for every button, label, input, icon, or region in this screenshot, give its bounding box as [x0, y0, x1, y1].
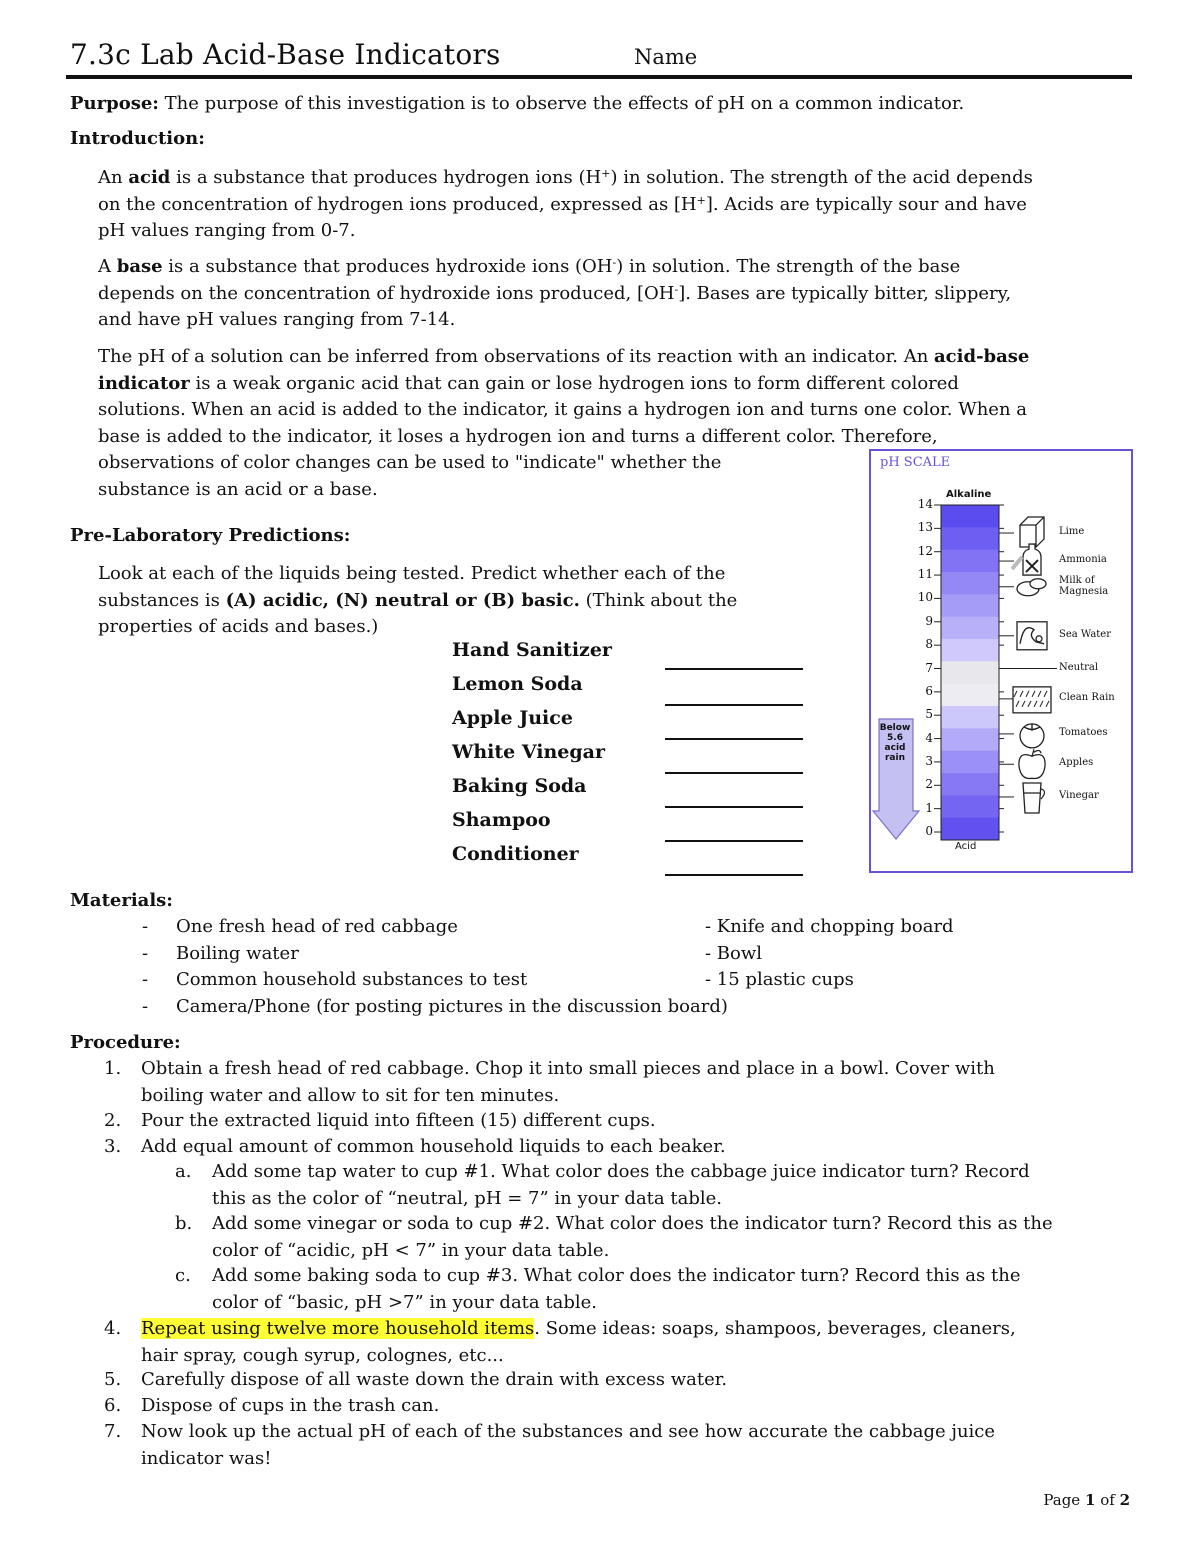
prelab-heading: Pre-Laboratory Predictions: — [70, 525, 351, 546]
ph-substance-label: Neutral — [1059, 661, 1099, 673]
sea-water-icon-part — [1036, 636, 1042, 642]
procedure-step-2: 2. Pour the extracted liquid into fifteen (15) different cups. — [104, 1110, 656, 1131]
ph-tick-label: 7 — [925, 660, 933, 675]
ph-band — [941, 728, 999, 751]
ph-band — [941, 661, 999, 684]
acid-rain-arrow-text: Below 5.6 acid rain — [879, 723, 911, 763]
prediction-label: Shampoo — [452, 809, 551, 831]
milk-of-magnesia-icon-part — [1030, 579, 1046, 589]
ph-scale-figure — [869, 449, 1133, 873]
procedure-step-7: 7. Now look up the actual pH of each of the substances and see how accurate the cabbage juice indicator was! — [104, 1421, 996, 1469]
procedure-step-3: 3. Add equal amount of common household liquids to each beaker. — [104, 1136, 726, 1157]
ph-band — [941, 751, 999, 774]
ph-band — [941, 550, 999, 573]
tomato-icon — [1020, 724, 1044, 748]
ph-band — [941, 617, 999, 640]
purpose-label: Purpose: — [70, 93, 159, 114]
prediction-blank[interactable] — [665, 806, 803, 808]
prediction-blank[interactable] — [665, 874, 803, 876]
ph-substance-label: Tomatoes — [1059, 726, 1108, 738]
material-item: - Bowl — [705, 942, 763, 964]
ph-band — [941, 505, 999, 528]
ph-substance-label: Vinegar — [1059, 789, 1099, 801]
material-item: - One fresh head of red cabbage — [142, 916, 458, 937]
procedure-substep-c: c. Add some baking soda to cup #3. What color does the indicator turn? Record this as the color of “basic, pH >7” in your data table. — [175, 1265, 1021, 1313]
procedure-step-5: 5. Carefully dispose of all waste down the drain with excess water. — [104, 1369, 728, 1390]
ph-tick-label: 8 — [925, 637, 933, 652]
prelab-paragraph: Look at each of the liquids being tested. Predict whether each of the substances is (A) acidic, (N) neutral or (B) basic. (Think about the properties of acids and bases.) — [98, 563, 738, 637]
prediction-label: Conditioner — [452, 843, 579, 865]
base-paragraph: A base is a substance that produces hydroxide ions (OH-) in solution. The strength of the base depends on the concentration of hydroxide ions produced, [OH-]. Bases are typically bitter, slippery, and have pH values ranging from 7-14. — [98, 256, 1012, 330]
ph-band — [941, 818, 999, 841]
procedure-step-6: 6. Dispose of cups in the trash can. — [104, 1395, 440, 1416]
ph-band — [941, 773, 999, 796]
apple-icon-part — [1019, 755, 1045, 779]
ph-scale-title: pH SCALE — [880, 455, 951, 470]
ph-tick-label: 6 — [925, 683, 933, 698]
ph-tick-label: 11 — [917, 567, 933, 582]
ph-substance-label — [1059, 575, 1108, 597]
prediction-blank[interactable] — [665, 840, 803, 842]
ph-tick-label: 4 — [925, 730, 933, 745]
ph-substance-label-line: Milk of — [1059, 574, 1095, 586]
ph-band — [941, 684, 999, 707]
materials-heading: Materials: — [70, 890, 173, 911]
ph-band — [941, 795, 999, 818]
acid-paragraph: An acid is a substance that produces hydrogen ions (H+) in solution. The strength of the acid depends on the concentration of hydrogen ions produced, expressed as [H+]. Acids are typically sour and have pH values ranging from 0-7. — [98, 167, 1033, 241]
ph-acid-label: Acid — [955, 841, 977, 852]
vinegar-cup-icon-part — [1023, 783, 1041, 813]
procedure-substep-b: b. Add some vinegar or soda to cup #2. What color does the indicator turn? Record this as the color of “acidic, pH < 7” in your data table. — [175, 1213, 1053, 1261]
ph-tick-label: 10 — [917, 590, 933, 605]
ph-substance-label: Lime — [1059, 526, 1085, 538]
materials-right-list — [705, 914, 954, 994]
clean-rain-icon — [1013, 687, 1051, 713]
ph-tick-label: 3 — [925, 753, 933, 768]
prediction-label: Apple Juice — [452, 707, 573, 729]
ph-tick-label: 12 — [917, 543, 933, 558]
prediction-label: White Vinegar — [452, 741, 605, 763]
ph-tick-label: 14 — [917, 497, 933, 511]
ph-substance-label: Clean Rain — [1059, 691, 1115, 703]
procedure-step-1: 1. Obtain a fresh head of red cabbage. Chop it into small pieces and place in a bowl. Cover with boiling water and allow to sit for ten minutes. — [104, 1058, 995, 1106]
procedure-step-4: 4. Repeat using twelve more household items. Some ideas: soaps, shampoos, beverages, cleaners, hair spray, cough syrup, colognes, etc... — [104, 1318, 1016, 1366]
title-rule — [66, 75, 1132, 79]
page-title: 7.3c Lab Acid-Base Indicators — [70, 38, 501, 71]
ph-band — [941, 527, 999, 550]
material-item: - Knife and chopping board — [705, 916, 954, 937]
materials-left-list — [142, 914, 728, 1020]
sea-water-icon — [1017, 622, 1047, 650]
prediction-blank[interactable] — [665, 668, 803, 670]
ph-band — [941, 706, 999, 729]
ph-tick-label: 13 — [917, 520, 933, 535]
intro-heading: Introduction: — [70, 128, 205, 149]
ph-tick-label: 9 — [925, 613, 933, 628]
prediction-blank[interactable] — [665, 772, 803, 774]
name-label: Name — [634, 45, 698, 69]
material-item: - 15 plastic cups — [705, 969, 854, 990]
indicator-paragraph: The pH of a solution can be inferred from observations of its reaction with an indicator. An acid-base indicator is a weak organic acid that can gain or lose hydrogen ions to form different colored solutions. When an acid is added to the indicator, it gains a hydrogen ion and turns one color. When a base is added to the indicator, it loses a hydrogen ion and turns a different color. Therefore, observations of color changes can be used to "indicate" whether the substance is an acid or a base. — [98, 346, 1030, 500]
ph-tick-label: 1 — [925, 800, 933, 815]
prediction-blank[interactable] — [665, 704, 803, 706]
ph-band — [941, 572, 999, 595]
procedure-heading: Procedure: — [70, 1032, 181, 1053]
ph-tick-label: 5 — [925, 707, 933, 722]
ph-substance-label: Sea Water — [1059, 628, 1111, 640]
ph-substance-label: Ammonia — [1059, 554, 1107, 566]
clean-rain-icon-part — [1013, 687, 1051, 713]
prediction-label: Hand Sanitizer — [452, 639, 612, 661]
prediction-label: Lemon Soda — [452, 673, 583, 695]
material-item: - Common household substances to test — [142, 969, 528, 990]
ph-band — [941, 594, 999, 617]
purpose-line — [70, 91, 964, 118]
highlighted-text: Repeat using twelve more household items — [141, 1318, 535, 1339]
lime-icon — [1020, 517, 1044, 547]
ph-tick-label: 0 — [925, 824, 933, 838]
purpose-text: The purpose of this investigation is to observe the effects of pH on a common indicator. — [164, 93, 965, 114]
ph-tick-label: 2 — [925, 777, 933, 792]
material-item: - Boiling water — [142, 942, 299, 964]
procedure-substep-a: a. Add some tap water to cup #1. What color does the cabbage juice indicator turn? Record this as the color of “neutral, pH = 7” in your data table. — [175, 1161, 1030, 1209]
prediction-label: Baking Soda — [452, 775, 587, 797]
prediction-blank[interactable] — [665, 738, 803, 740]
material-item: - Camera/Phone (for posting pictures in the discussion board) — [142, 995, 728, 1017]
ph-substance-label-line: Magnesia — [1059, 585, 1109, 597]
ph-alkaline-label: Alkaline — [946, 489, 992, 500]
page-number: Page 1 of 2 — [1043, 1491, 1130, 1509]
ph-band — [941, 639, 999, 662]
ph-substance-label: Apples — [1059, 757, 1094, 769]
